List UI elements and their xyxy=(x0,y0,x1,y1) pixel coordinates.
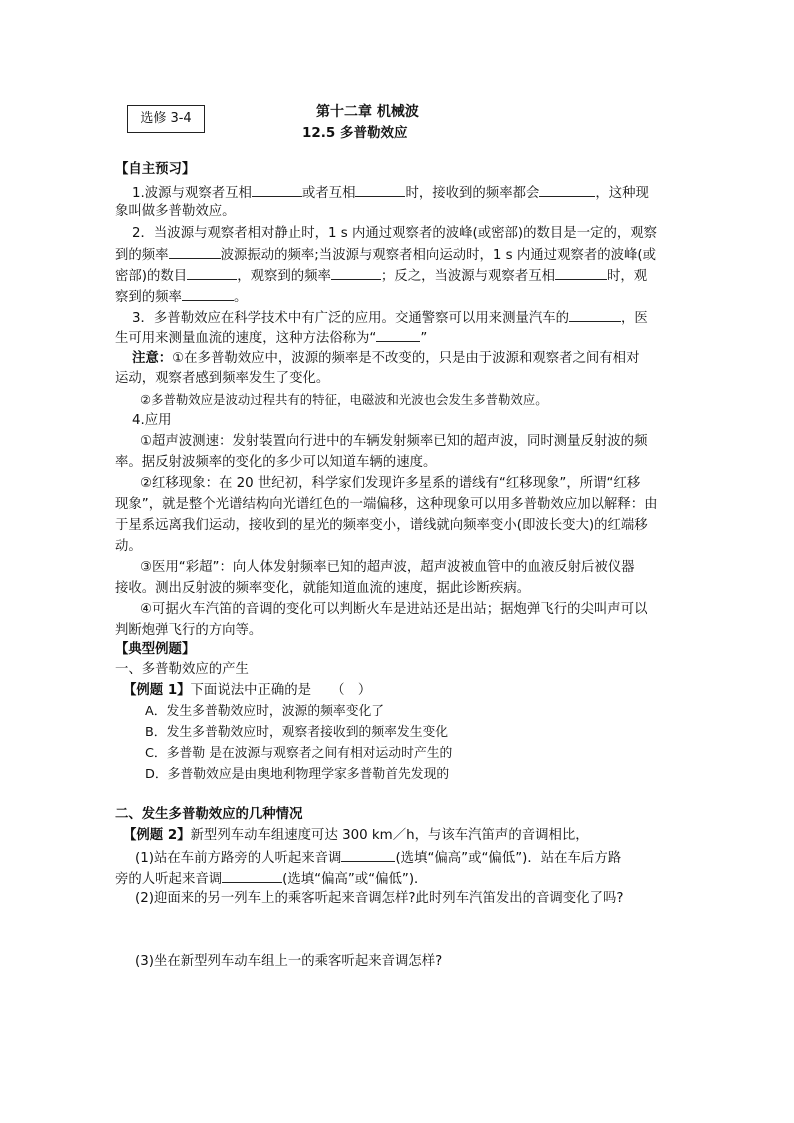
app2-line2: 现象”，就是整个光谱结构向光谱红色的一端偏移，这种现象可以用多普勒效应加以解释：由 xyxy=(115,497,658,512)
answer-blank[interactable] xyxy=(331,265,381,280)
preview-heading: 【自主预习】 xyxy=(115,162,196,177)
preview-q3-line2: 生可用来测量血流的速度，这种方法俗称为“ ” xyxy=(115,327,427,349)
example1-stem: 【例题 1】下面说法中正确的是 （ ） xyxy=(123,683,372,698)
preview-q2-line2: 到的频率 波源振动的频率;当波源与观察者相向运动时，1 s 内通过观察者的波峰(或 xyxy=(115,244,656,266)
section2-heading: 二、发生多普勒效应的几种情况 xyxy=(115,807,303,822)
preview-q1-line2: 象叫做多普勒效应。 xyxy=(115,204,236,219)
note-line1: 注意：①在多普勒效应中，波源的频率是不改变的，只是由于波源和观察者之间有相对 xyxy=(132,351,640,366)
app3-line2: 接收。测出反射波的频率变化，就能知道血流的速度，据此诊断疾病。 xyxy=(115,581,531,596)
app2-line4: 动。 xyxy=(115,539,142,554)
preview-q2-line3: 密部)的数目 ，观察到的频率 ；反之，当波源与观察者互相 时，观 xyxy=(115,265,647,287)
example2-q1-line1: (1)站在车前方路旁的人听起来音调 (选填“偏高”或“偏低”)．站在车后方路 xyxy=(135,847,621,869)
note-line3: ②多普勒效应是波动过程共有的特征，电磁波和光波也会发生多普勒效应。 xyxy=(140,392,548,407)
answer-blank[interactable] xyxy=(252,182,302,197)
answer-blank[interactable] xyxy=(187,265,237,280)
preview-q1-line1: 1.波源与观察者互相 或者互相 时，接收到的频率都会 ，这种现 xyxy=(132,182,649,204)
example1-option-a[interactable]: A．发生多普勒效应时，波源的频率变化了 xyxy=(145,704,385,719)
example2-q3: (3)坐在新型列车动车组上一的乘客听起来音调怎样? xyxy=(135,954,443,969)
answer-blank[interactable] xyxy=(555,265,607,280)
section1-heading: 一、多普勒效应的产生 xyxy=(115,662,249,677)
answer-blank[interactable] xyxy=(169,244,221,259)
app4-line2: 判断炮弹飞行的方向等。 xyxy=(115,623,263,638)
section-title: 12.5 多普勒效应 xyxy=(302,125,408,141)
course-label-box: 选修 3-4 xyxy=(127,105,205,133)
app4-line1: ④可据火车汽笛的音调的变化可以判断火车是进站还是出站；据炮弹飞行的尖叫声可以 xyxy=(140,602,648,617)
app1-line1: ①超声波测速：发射装置向行进中的车辆发射频率已知的超声波，同时测量反射波的频 xyxy=(140,434,648,449)
note-line2: 运动，观察者感到频率发生了变化。 xyxy=(115,371,330,386)
applications-heading: 4.应用 xyxy=(132,413,172,428)
example1-option-b[interactable]: B．发生多普勒效应时，观察者接收到的频率发生变化 xyxy=(145,725,449,740)
preview-q2-line1: 2．当波源与观察者相对静止时，1 s 内通过观察者的波峰(或密部)的数目是一定的，观察 xyxy=(132,226,658,241)
preview-q3-line1: 3．多普勒效应在科学技术中有广泛的应用。交通警察可以用来测量汽车的 ，医 xyxy=(132,307,648,329)
answer-blank[interactable] xyxy=(376,327,420,342)
example2-stem: 【例题 2】新型列车动车组速度可达 300 km／h，与该车汽笛声的音调相比， xyxy=(123,828,589,843)
preview-q2-line4: 察到的频率 。 xyxy=(115,286,247,308)
answer-blank[interactable] xyxy=(182,286,234,301)
app1-line2: 率。据反射波频率的变化的多少可以知道车辆的速度。 xyxy=(115,455,437,470)
app2-line1: ②红移现象：在 20 世纪初，科学家们发现许多星系的谱线有“红移现象”，所谓“红移 xyxy=(140,476,641,491)
examples-heading: 【典型例题】 xyxy=(115,642,196,657)
answer-blank[interactable] xyxy=(569,307,621,322)
answer-blank[interactable] xyxy=(341,847,395,862)
chapter-title: 第十二章 机械波 xyxy=(316,104,419,120)
example1-option-c[interactable]: C．多普勒 是在波源与观察者之间有相对运动时产生的 xyxy=(145,746,453,761)
answer-blank[interactable] xyxy=(539,182,595,197)
app2-line3: 于星系远离我们运动，接收到的星光的频率变小，谱线就向频率变小(即波长变大)的红端移 xyxy=(115,518,648,533)
answer-blank[interactable] xyxy=(222,868,282,883)
example2-q1-line2: 旁的人听起来音调 (选填“偏高”或“偏低”)． xyxy=(115,868,427,890)
example2-q2: (2)迎面来的另一列车上的乘客听起来音调怎样?此时列车汽笛发出的音调变化了吗? xyxy=(135,891,624,906)
answer-blank[interactable] xyxy=(355,182,405,197)
example1-option-d[interactable]: D．多普勒效应是由奥地利物理学家多普勒首先发现的 xyxy=(145,767,450,782)
app3-line1: ③医用“彩超”：向人体发射频率已知的超声波，超声波被血管中的血液反射后被仪器 xyxy=(140,560,635,575)
